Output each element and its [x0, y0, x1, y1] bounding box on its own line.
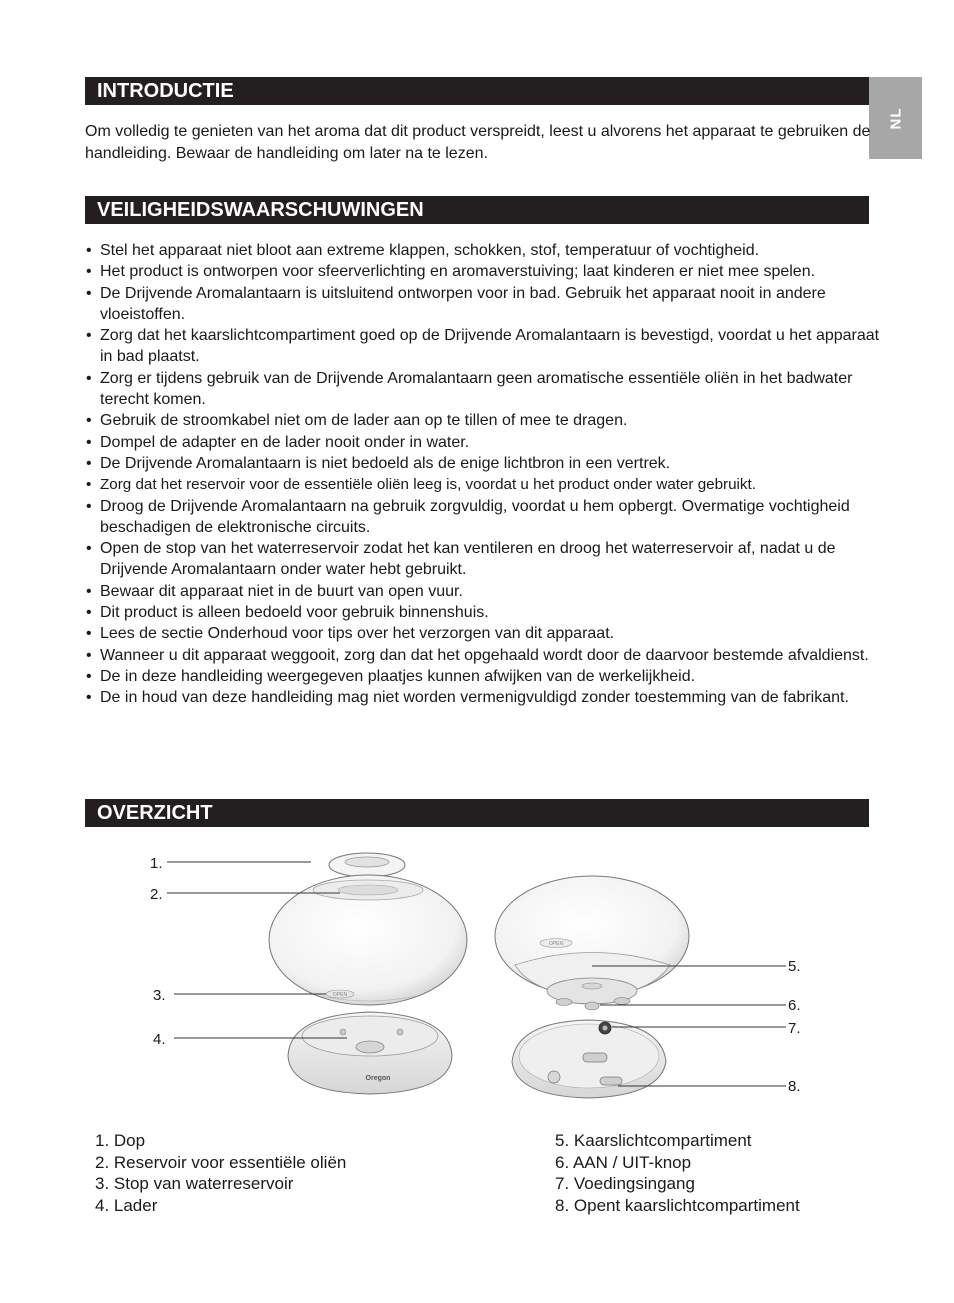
lantern-globe-rear [495, 876, 689, 1010]
warning-item: • De Drijvende Aromalantaarn is uitsluitend ontworpen voor in bad. Gebruik het apparaat nooit in andere vloeistoffen. [85, 283, 885, 326]
warning-item: • Open de stop van het waterreservoir zodat het kan ventileren en droog het waterreservoir af, nadat u de Drijvende Aromalantaarn onder water hebt gebruikt. [85, 538, 885, 581]
callout-1: 1. [150, 855, 163, 872]
section-heading-warnings: VEILIGHEIDSWAARSCHUWINGEN [85, 196, 869, 224]
legend-item: 8. Opent kaarslichtcompartiment [555, 1195, 800, 1215]
callout-8: 8. [788, 1078, 801, 1095]
callout-6: 6. [788, 997, 801, 1014]
lantern-globe-front [269, 875, 467, 1005]
callout-7: 7. [788, 1020, 801, 1037]
legend-item: 7. Voedingsingang [555, 1174, 695, 1193]
warning-item: • Wanneer u dit apparaat weggooit, zorg dan dat het opgehaald wordt door de daarvoor bestemde afvaldienst. [85, 645, 885, 666]
callout-2: 2. [150, 886, 163, 903]
legend-item: 4. Lader [95, 1195, 158, 1215]
callout-3: 3. [153, 987, 166, 1004]
warning-item: • Het product is ontworpen voor sfeerverlichting en aromaverstuiving; laat kinderen er niet mee spelen. [85, 261, 885, 282]
warning-item: • Zorg er tijdens gebruik van de Drijvende Aromalantaarn geen aromatische essentiële oliën in het badwater terecht komen. [85, 368, 885, 411]
language-label: NL [887, 107, 904, 129]
cap-part [329, 853, 405, 877]
parts-legend-left [95, 1130, 346, 1216]
callout-4: 4. [153, 1031, 166, 1048]
parts-legend-right [555, 1130, 800, 1216]
legend-item: 2. Reservoir voor essentiële oliën [95, 1152, 347, 1172]
charger-base [288, 1012, 452, 1094]
callout-5: 5. [788, 958, 801, 975]
warning-item: • Dompel de adapter en de lader nooit onder in water. [85, 432, 885, 453]
warning-item: • Zorg dat het kaarslichtcompartiment goed op de Drijvende Aromalantaarn is bevestigd, voordat u het apparaat in bad plaatst. [85, 325, 885, 368]
product-diagram [0, 840, 954, 1120]
warning-item: • Droog de Drijvende Aromalantaarn na gebruik zorgvuldig, voordat u hem opbergt. Overmatige vochtigheid beschadigen de elektronische circuits. [85, 496, 885, 539]
warning-item: • Dit product is alleen bedoeld voor gebruik binnenshuis. [85, 602, 885, 623]
legend-item: 3. Stop van waterreservoir [95, 1174, 294, 1193]
brand-label: Oregon [365, 1075, 391, 1082]
callout-leaders [167, 862, 786, 1086]
legend-item: 1. Dop [95, 1131, 146, 1150]
warning-item: • Lees de sectie Onderhoud voor tips over het verzorgen van dit apparaat. [85, 623, 885, 644]
warnings-list [85, 240, 885, 709]
warning-item: • Zorg dat het reservoir voor de essentiële oliën leeg is, voordat u het product onder water gebruikt. [85, 474, 885, 495]
warning-item: • De in houd van deze handleiding mag niet worden vermenigvuldigd zonder toestemming van de fabrikant. [85, 687, 885, 708]
warning-item: • Bewaar dit apparaat niet in de buurt van open vuur. [85, 581, 885, 602]
section-heading-overview: OVERZICHT [85, 799, 869, 827]
warning-item: • De in deze handleiding weergegeven plaatjes kunnen afwijken van de werkelijkheid. [85, 666, 885, 687]
warning-item: • Stel het apparaat niet bloot aan extreme klappen, schokken, stof, temperatuur of vochtigheid. [85, 240, 885, 261]
warning-item: • Gebruik de stroomkabel niet om de lader aan op te tillen of mee te dragen. [85, 410, 885, 431]
legend-item: 6. AAN / UIT-knop [555, 1152, 692, 1172]
open-label-rear: OPEN [548, 941, 564, 947]
legend-item: 5. Kaarslichtcompartiment [555, 1131, 752, 1150]
warning-item: • De Drijvende Aromalantaarn is niet bedoeld als de enige lichtbron in een vertrek. [85, 453, 885, 474]
intro-paragraph: Om volledig te genieten van het aroma dat dit product verspreidt, leest u alvorens het apparaat te gebruiken de handleiding. Bewaar de handleiding om later na te lezen. [85, 123, 871, 162]
language-tab [869, 77, 922, 159]
open-label-front: OPEN [332, 992, 348, 998]
section-heading-intro: INTRODUCTIE [85, 77, 869, 105]
